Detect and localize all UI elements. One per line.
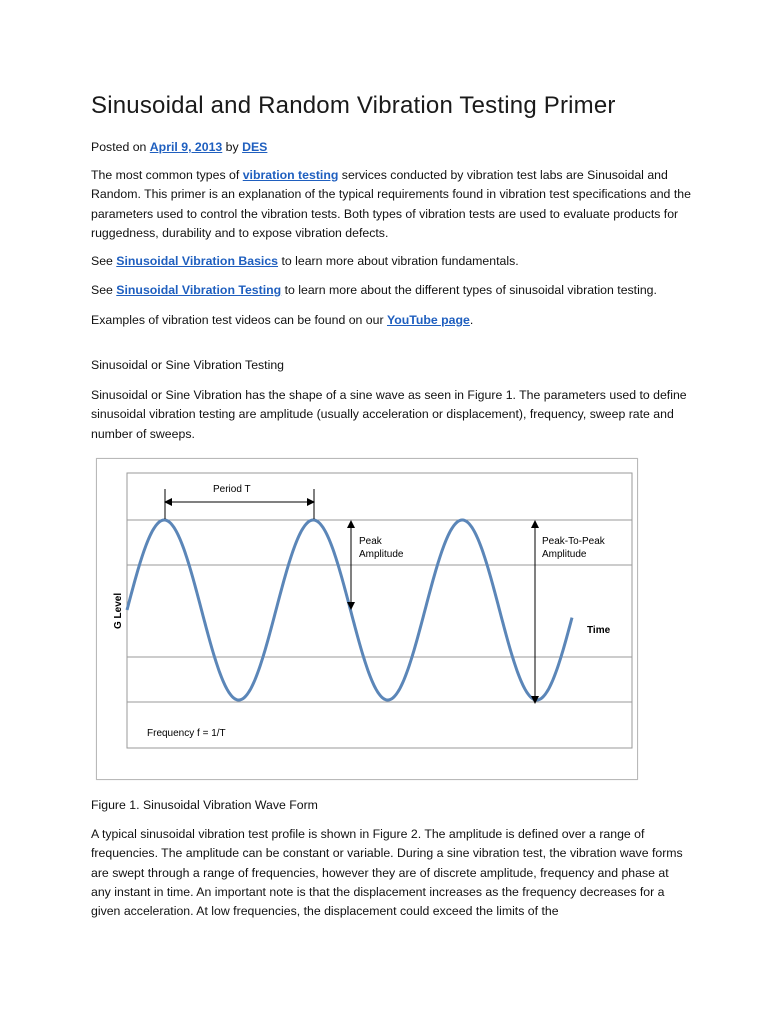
see2-suffix: to learn more about the different types of sinusoidal vibration testing. <box>281 283 657 297</box>
see-basics-paragraph <box>91 252 691 271</box>
author-link[interactable]: DES <box>242 140 268 154</box>
sine-paragraph: Sinusoidal or Sine Vibration has the shape of a sine wave as seen in Figure 1. The parameters used to define sinusoidal vibration testing are amplitude (usually acceleration or displacement), frequency, sweep rate and number of sweeps. <box>91 388 687 441</box>
frequency-label: Frequency f = 1/T <box>147 728 226 739</box>
sine-wave-figure <box>96 458 638 780</box>
intro-paragraph <box>91 166 691 243</box>
posted-prefix: Posted on <box>91 140 150 154</box>
post-meta <box>91 138 691 157</box>
see2-prefix: See <box>91 283 117 297</box>
x-axis-label: Time <box>587 625 611 636</box>
youtube-page-link[interactable]: YouTube page <box>386 313 470 327</box>
vibration-testing-link[interactable]: vibration testing <box>242 168 339 182</box>
see1-prefix: See <box>91 254 117 268</box>
sine-wave-line <box>127 520 572 700</box>
examples-paragraph <box>91 311 691 330</box>
p2p-label-line1: Peak-To-Peak <box>542 536 605 547</box>
sinusoidal-vibration-testing-link[interactable]: Sinusoidal Vibration Testing <box>116 283 282 297</box>
period-label: Period T <box>213 484 251 495</box>
section-heading: Sinusoidal or Sine Vibration Testing <box>91 358 285 372</box>
see1-suffix: to learn more about vibration fundamentals. <box>278 254 519 268</box>
y-axis-label: G Level <box>113 592 124 629</box>
page-title: Sinusoidal and Random Vibration Testing Primer <box>91 92 616 119</box>
peak-label-line1: Peak <box>359 536 382 547</box>
intro-text-2: services conducted by vibration test labs are Sinusoidal and Random. This primer is an explanation of the typical requirements found in vibration test specifications and the parameters used to control the vibration tests. Both types of vibration tests are used to evaluate products for ruggedness, durability and to expose vibration defects. <box>91 168 691 240</box>
post-date-link[interactable]: April 9, 2013 <box>149 140 223 154</box>
examples-prefix: Examples of vibration test videos can be found on our <box>91 313 387 327</box>
peak-label-line2: Amplitude <box>359 549 404 560</box>
examples-suffix: . <box>469 313 474 327</box>
typical-profile-paragraph: A typical sinusoidal vibration test profile is shown in Figure 2. The amplitude is defined over a range of frequencies. The amplitude can be constant or variable. During a sine vibration test, the vibration wave forms are swept through a range of frequencies, however they are of discrete amplitude, frequency and phase at any instant in time. An important note is that the displacement increases as the frequency decreases for a given acceleration. At low frequencies, the displacement could exceed the limits of the <box>91 827 683 919</box>
sinusoidal-vibration-basics-link[interactable]: Sinusoidal Vibration Basics <box>116 254 279 268</box>
sine-wave-diagram <box>97 459 637 779</box>
p2p-label-line2: Amplitude <box>542 549 587 560</box>
figure-caption: Figure 1. Sinusoidal Vibration Wave Form <box>91 798 318 812</box>
see-testing-paragraph <box>91 281 691 300</box>
intro-text-1: The most common types of <box>91 168 243 182</box>
posted-by: by <box>222 140 243 154</box>
